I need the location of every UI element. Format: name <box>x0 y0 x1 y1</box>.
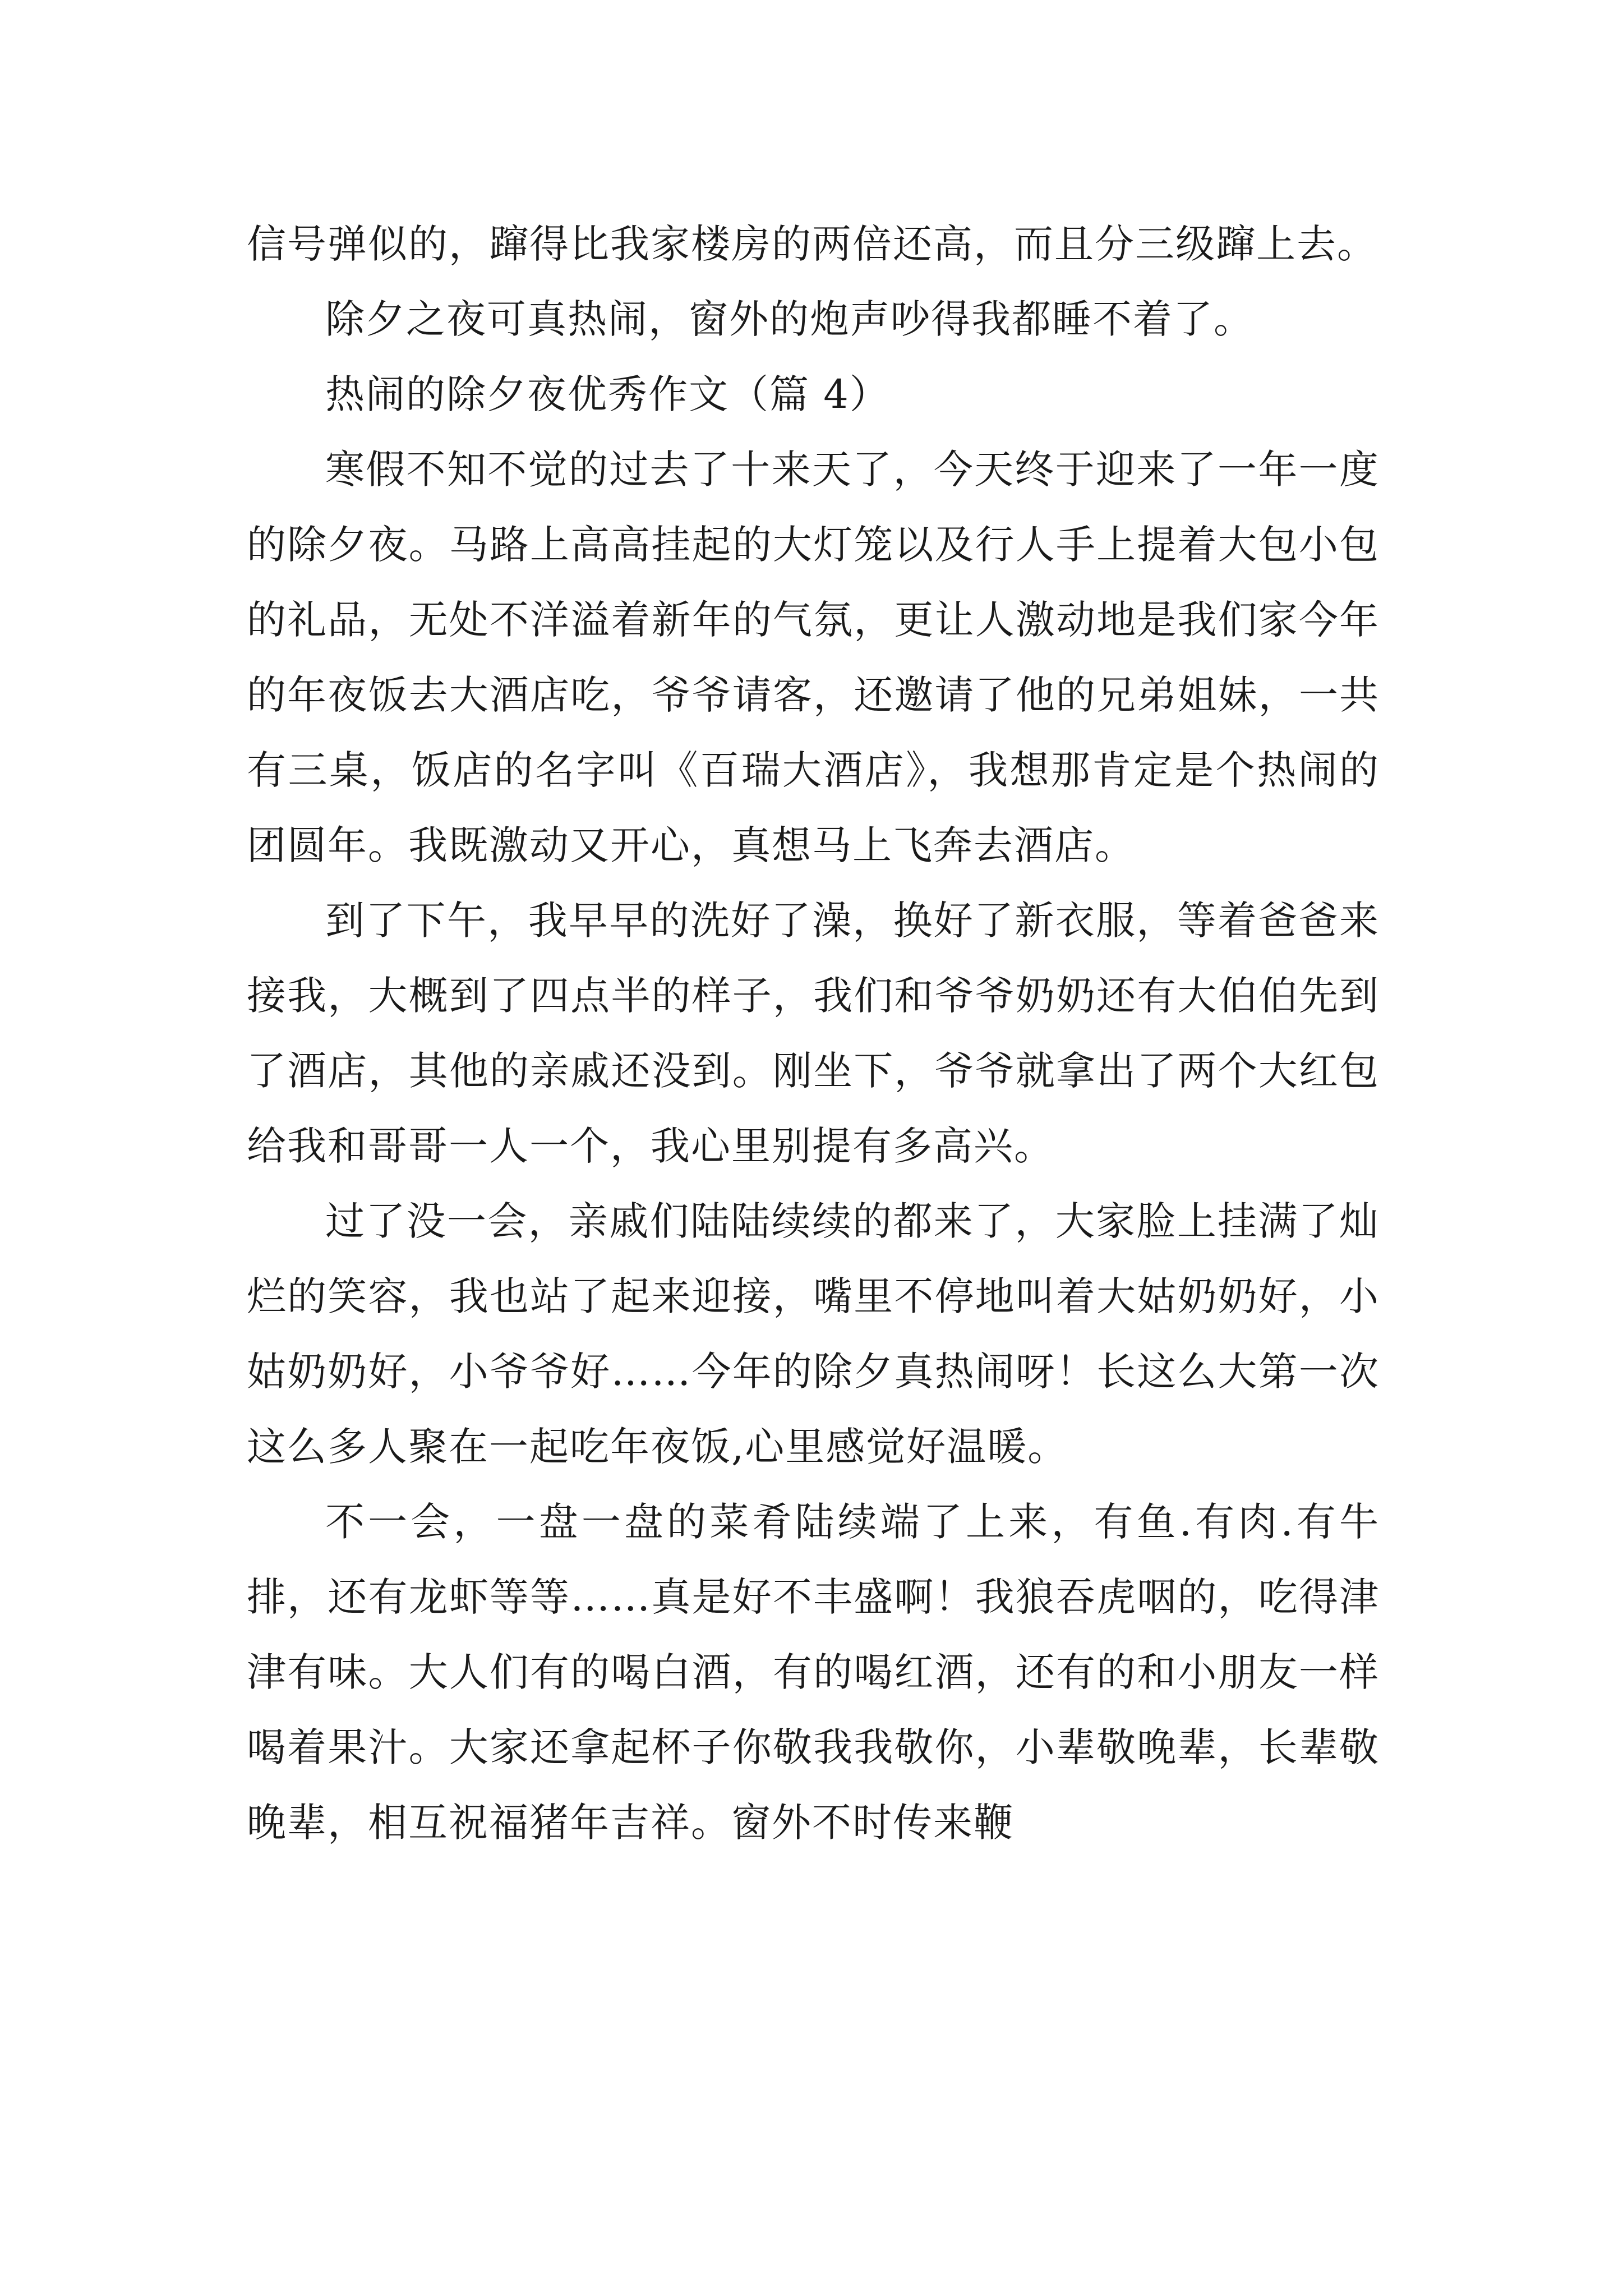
paragraph-continuation: 信号弹似的，蹿得比我家楼房的两倍还高，而且分三级蹿上去。 <box>247 221 1377 267</box>
paragraph-relatives: 过了没一会，亲戚们陆陆续续的都来了，大家脸上挂满了灿烂的笑容，我也站了起来迎接，嘴里不停地叫着大姑奶奶好，小姑奶奶好，小爷爷好……今年的除夕真热闹呀！长这么大第一次这么多人聚在一起吃年夜饭,心里感觉好温暖。 <box>247 1198 1380 1470</box>
paragraph-afternoon: 到了下午，我早早的洗好了澡，换好了新衣服，等着爸爸来接我，大概到了四点半的样子，我们和爷爷奶奶还有大伯伯先到了酒店，其他的亲戚还没到。刚坐下，爷爷就拿出了两个大红包给我和哥哥一人一个，我心里别提有多高兴。 <box>247 898 1380 1169</box>
essay-title: 热闹的除夕夜优秀作文（篇 4） <box>325 371 890 417</box>
paragraph-intro: 寒假不知不觉的过去了十来天了，今天终于迎来了一年一度的除夕夜。马路上高高挂起的大灯笼以及行人手上提着大包小包的礼品，无处不洋溢着新年的气氛，更让人激动地是我们家今年的年夜饭去大酒店吃，爷爷请客，还邀请了他的兄弟姐妹，一共有三桌，饭店的名字叫《百瑞大酒店》，我想那肯定是个热闹的团圆年。我既激动又开心，真想马上飞奔去酒店。 <box>247 447 1380 868</box>
paragraph-dinner: 不一会，一盘一盘的菜肴陆续端了上来，有鱼.有肉.有牛排，还有龙虾等等……真是好不丰盛啊！我狼吞虎咽的，吃得津津有味。大人们有的喝白酒，有的喝红酒，还有的和小朋友一样喝着果汁。大家还拿起杯子你敬我我敬你，小辈敬晚辈，长辈敬晚辈，相互祝福猪年吉祥。窗外不时传来鞭 <box>247 1499 1380 1846</box>
paragraph-conclusion: 除夕之夜可真热闹，窗外的炮声吵得我都睡不着了。 <box>325 296 1254 342</box>
document-body <box>247 206 1380 1860</box>
